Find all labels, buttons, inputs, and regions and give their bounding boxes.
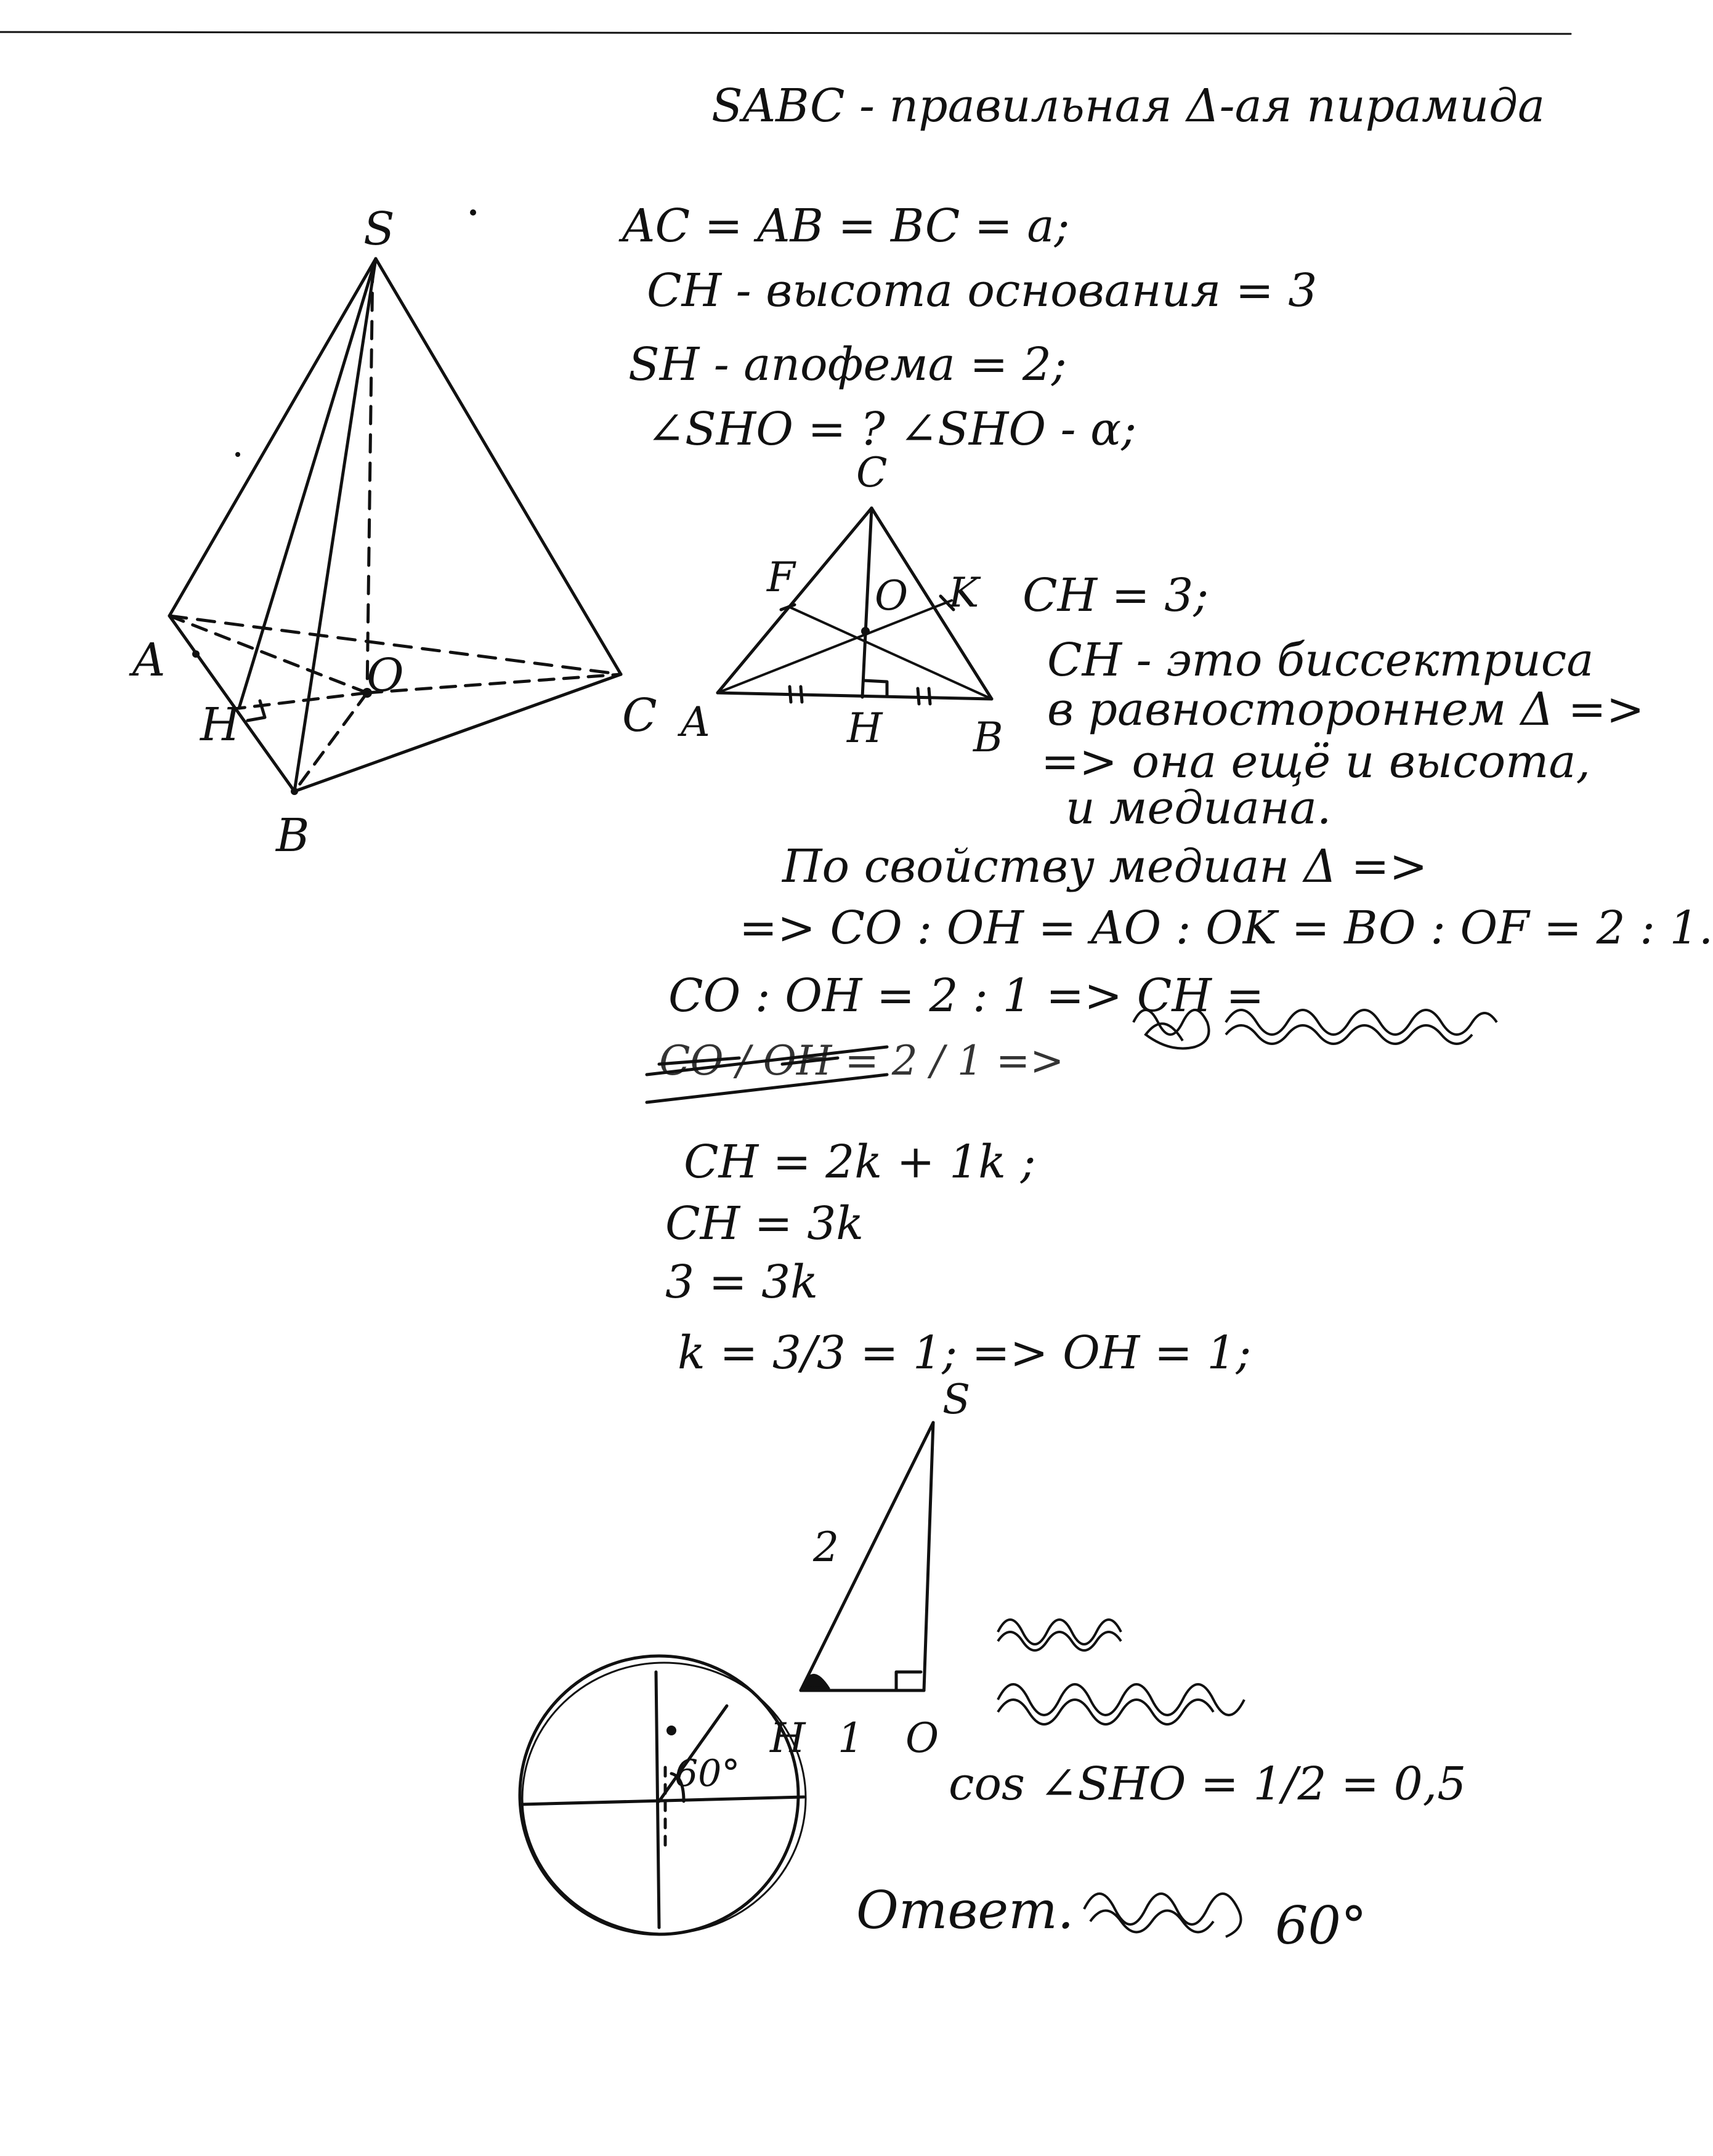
tri-label-B: B (973, 714, 1003, 761)
rt-label-hyp: 2 (813, 1524, 839, 1571)
scribble-4 (998, 1684, 1244, 1724)
given-line-3: SH - апофема = 2; (628, 338, 1067, 391)
edge-SC (376, 259, 621, 674)
answer-label: Ответ. (856, 1880, 1074, 1940)
circle-angle-label: 60° (674, 1752, 740, 1795)
solution-line-2: => CO : OH = AO : OK = BO : OF = 2 : 1. (739, 902, 1713, 955)
tri-label-O: O (875, 572, 909, 620)
note-bisector-3: => она ещё и высота, (1041, 735, 1590, 788)
cosine-result: cos ∠SHO = 1/2 = 0,5 (949, 1758, 1467, 1811)
tri-label-A: A (681, 698, 710, 746)
top-rule (0, 32, 1571, 34)
rt-label-O: O (905, 1714, 939, 1762)
rt-label-S: S (942, 1376, 971, 1423)
solution-line-1: По свойству медиан Δ => (782, 840, 1428, 893)
note-bisector-4: и медиана. (1066, 781, 1332, 834)
tick-4 (929, 688, 930, 704)
tri-median-AK (718, 600, 952, 693)
solution-line-6: CH = 3k (665, 1197, 864, 1250)
given-line-4: ∠SHO = ? ∠SHO - α; (647, 403, 1136, 456)
answer-value: 60° (1275, 1896, 1367, 1956)
rt-right-angle (896, 1672, 921, 1690)
pyramid-label-B: B (276, 809, 310, 862)
scribble-2 (1226, 1010, 1497, 1044)
pyramid-label-C: C (622, 689, 657, 742)
tri-label-C: C (856, 449, 888, 496)
pyramid-label-H: H (200, 698, 240, 751)
edge-SB (294, 259, 376, 791)
solution-line-4-struck: CO / OH = 2 / 1 => (659, 1037, 1064, 1084)
stray-dot-2 (235, 452, 240, 457)
tri-right-angle (864, 680, 887, 696)
height-SO-hidden (367, 265, 373, 693)
tri-median-CH (862, 508, 872, 697)
note-bisector-1: CH - это биссектриса (1047, 634, 1594, 687)
tri-label-K: K (949, 569, 979, 616)
dot-circle-point (666, 1726, 676, 1735)
segment-OB-hidden (294, 693, 367, 791)
segment-OC-hidden (367, 674, 621, 693)
pyramid-label-S: S (363, 203, 395, 256)
solution-line-3: CO : OH = 2 : 1 => CH = (668, 969, 1265, 1022)
note-bisector-2: в равностороннем Δ => (1047, 683, 1645, 736)
rt-angle-mark (804, 1675, 828, 1689)
dot-A (192, 650, 200, 658)
tick-1 (790, 687, 791, 702)
tick-3 (918, 688, 919, 704)
tri-label-H: H (847, 705, 883, 752)
stray-dot-1 (470, 209, 476, 216)
pyramid-label-A: A (132, 634, 166, 687)
given-line-1: AC = AB = BC = a; (622, 200, 1070, 252)
note-ch-value: CH = 3; (1023, 569, 1209, 622)
given-line-2: CH - высота основания = 3 (647, 264, 1318, 317)
page-title: SABC - правильная Δ-ая пирамида (711, 79, 1545, 132)
dot-tri-O (861, 627, 870, 636)
dot-B (291, 788, 298, 795)
scribble-3 (998, 1620, 1121, 1650)
scribble-5 (1084, 1894, 1241, 1937)
rt-label-H: H (770, 1714, 806, 1762)
tri-AB (718, 693, 992, 699)
rt-label-leg: 1 (838, 1714, 864, 1762)
solution-line-7: 3 = 3k (665, 1256, 819, 1309)
pyramid-label-O: O (366, 649, 404, 702)
rt-SO (924, 1423, 933, 1690)
segment-OH-hidden (239, 693, 367, 708)
tick-2 (801, 687, 802, 702)
edge-SA (169, 259, 376, 616)
solution-line-5: CH = 2k + 1k ; (684, 1136, 1036, 1189)
solution-line-8: k = 3/3 = 1; => OH = 1; (678, 1326, 1252, 1379)
tri-label-F: F (767, 554, 795, 601)
right-angle-H (248, 701, 265, 721)
edge-BC (294, 674, 621, 791)
